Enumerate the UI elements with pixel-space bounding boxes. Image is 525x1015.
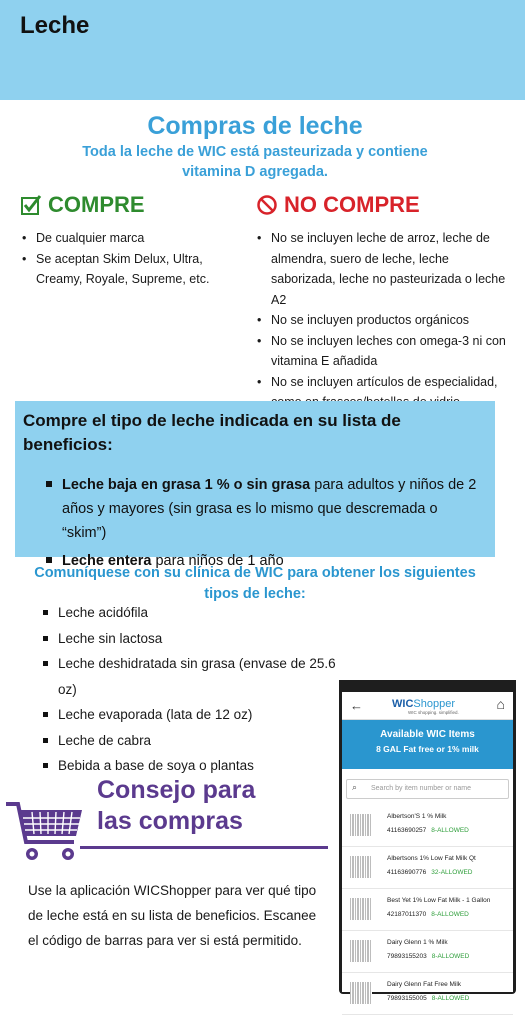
special-milk-list [42,600,342,779]
item-name: Albertson'S 1 % Milk [387,813,447,820]
phone-status-bar [339,680,516,692]
phone-screenshot [339,680,516,1002]
logo-wic: WIC [392,698,414,710]
benefits-box [15,401,495,569]
barcode-icon [350,982,372,1004]
item-status: 8-ALLOWED [431,995,470,1002]
list-item[interactable] [342,973,513,1015]
page-header [0,0,525,100]
barcode-icon [350,898,372,920]
barcode-icon [350,814,372,836]
item-code [387,911,469,918]
prohibited-icon [256,194,278,216]
item-status: 8-ALLOWED [431,953,470,960]
section-subtitle: Toda la leche de WIC está pasteurizada y contiene vitamina D agregada. [82,144,428,180]
page-title: Leche [20,12,90,39]
item-code-number: 41163690776 [387,869,427,876]
item-code [387,995,469,1002]
item-name: Albertsons 1% Low Fat Milk Qt [387,855,476,862]
back-arrow-icon[interactable]: ← [350,698,363,713]
list-item: • No se incluyen artículos de especialidad, [255,372,510,413]
checkbox-check-icon [20,194,42,216]
benefits-title: Compre el tipo de leche indicada en su lista de beneficios: [23,411,401,454]
available-items-header [342,720,513,769]
item-name: Best Yet 1% Low Fat Milk - 1 Gallon [387,897,491,904]
compre-heading [20,192,145,218]
no-compre-heading-label: NO COMPRE [284,192,420,217]
benefit-rest: para niños de 1 año [151,553,284,569]
benefits-list [45,473,485,577]
list-item: • No se incluyen productos orgánicos [255,310,510,331]
no-compre-list [255,228,510,413]
compre-heading-label: COMPRE [48,192,145,217]
list-item [45,473,485,545]
shopping-cart-icon [4,798,86,866]
list-item[interactable] [342,805,513,847]
item-status: 8-ALLOWED [431,827,469,834]
logo-shopper: Shopper [413,698,455,710]
tip-text: Use la aplicación WICShopper para ver qué tipo de leche está en su lista de beneficios. Escanee el código de barras para ver si está permitido. [28,883,317,948]
list-item: Bebida a base de soya o plantas [42,753,342,779]
list-item: • Se aceptan Skim Delux, Ultra, Creamy, Royale, Supreme, etc. [20,249,240,290]
logo-tagline: WIC shopping. simplified. [408,710,459,715]
benefit-bold: Leche entera [62,553,152,569]
wicshopper-logo [392,698,455,710]
benefit-bold: Leche baja en grasa 1 % o sin grasa [62,477,311,493]
item-status: 32-ALLOWED [431,869,473,876]
list-item: Leche sin lactosa [42,626,342,652]
tip-title [97,775,255,837]
list-item: • De cualquier marca [20,228,240,249]
phone-screen [342,692,513,1002]
contact-clinic-text: Comuníquese con su clínica de WIC para obtener los siguientes tipos de leche: [34,565,476,602]
item-code-number: 79893155005 [387,995,427,1002]
list-item: Leche acidófila [42,600,342,626]
list-item: Leche de cabra [42,728,342,754]
list-item[interactable] [342,847,513,889]
tip-title-line1: Consejo para [97,776,256,804]
available-subtitle: 8 GAL Fat free or 1% milk [376,744,479,754]
item-code-number: 41163690257 [387,827,427,834]
tip-title-line2: las compras [97,807,243,835]
section-title: Compras de leche [147,112,363,140]
no-compre-heading [256,192,420,218]
list-item[interactable] [342,889,513,931]
available-title: Available WIC Items [380,729,475,740]
item-code [387,827,469,834]
search-input[interactable] [346,779,509,799]
search-icon: ⌕ [352,782,358,792]
list-item[interactable] [342,931,513,973]
compre-list [20,228,240,290]
barcode-icon [350,940,372,962]
item-code [387,953,469,960]
item-code-number: 79893155203 [387,953,427,960]
item-status: 8-ALLOWED [431,911,469,918]
barcode-icon [350,856,372,878]
item-name: Dairy Glenn 1 % Milk [387,939,448,946]
tip-divider [80,846,328,849]
item-name: Dairy Glenn Fat Free Milk [387,981,462,988]
benefit-rest: para adultos y niños de 2 años y mayores (sin grasa es lo mismo que descremada o “skim”) [62,477,477,541]
list-item: Leche evaporada (lata de 12 oz) [42,702,342,728]
home-icon[interactable]: ⌂ [496,696,505,712]
list-item: • No se incluyen leches con omega-3 ni con vitamina E añadida [255,331,510,372]
search-placeholder: Search by item number or name [371,785,471,792]
list-item: Leche deshidratada sin grasa (envase de 25.6 oz) [42,651,342,702]
app-bar [342,692,513,720]
item-code [387,869,472,876]
list-item: • No se incluyen leche de arroz, leche de almendra, suero de leche, leche saborizada, leche no pasteurizada o leche A2 [255,228,510,310]
item-code-number: 42187011370 [387,911,427,918]
